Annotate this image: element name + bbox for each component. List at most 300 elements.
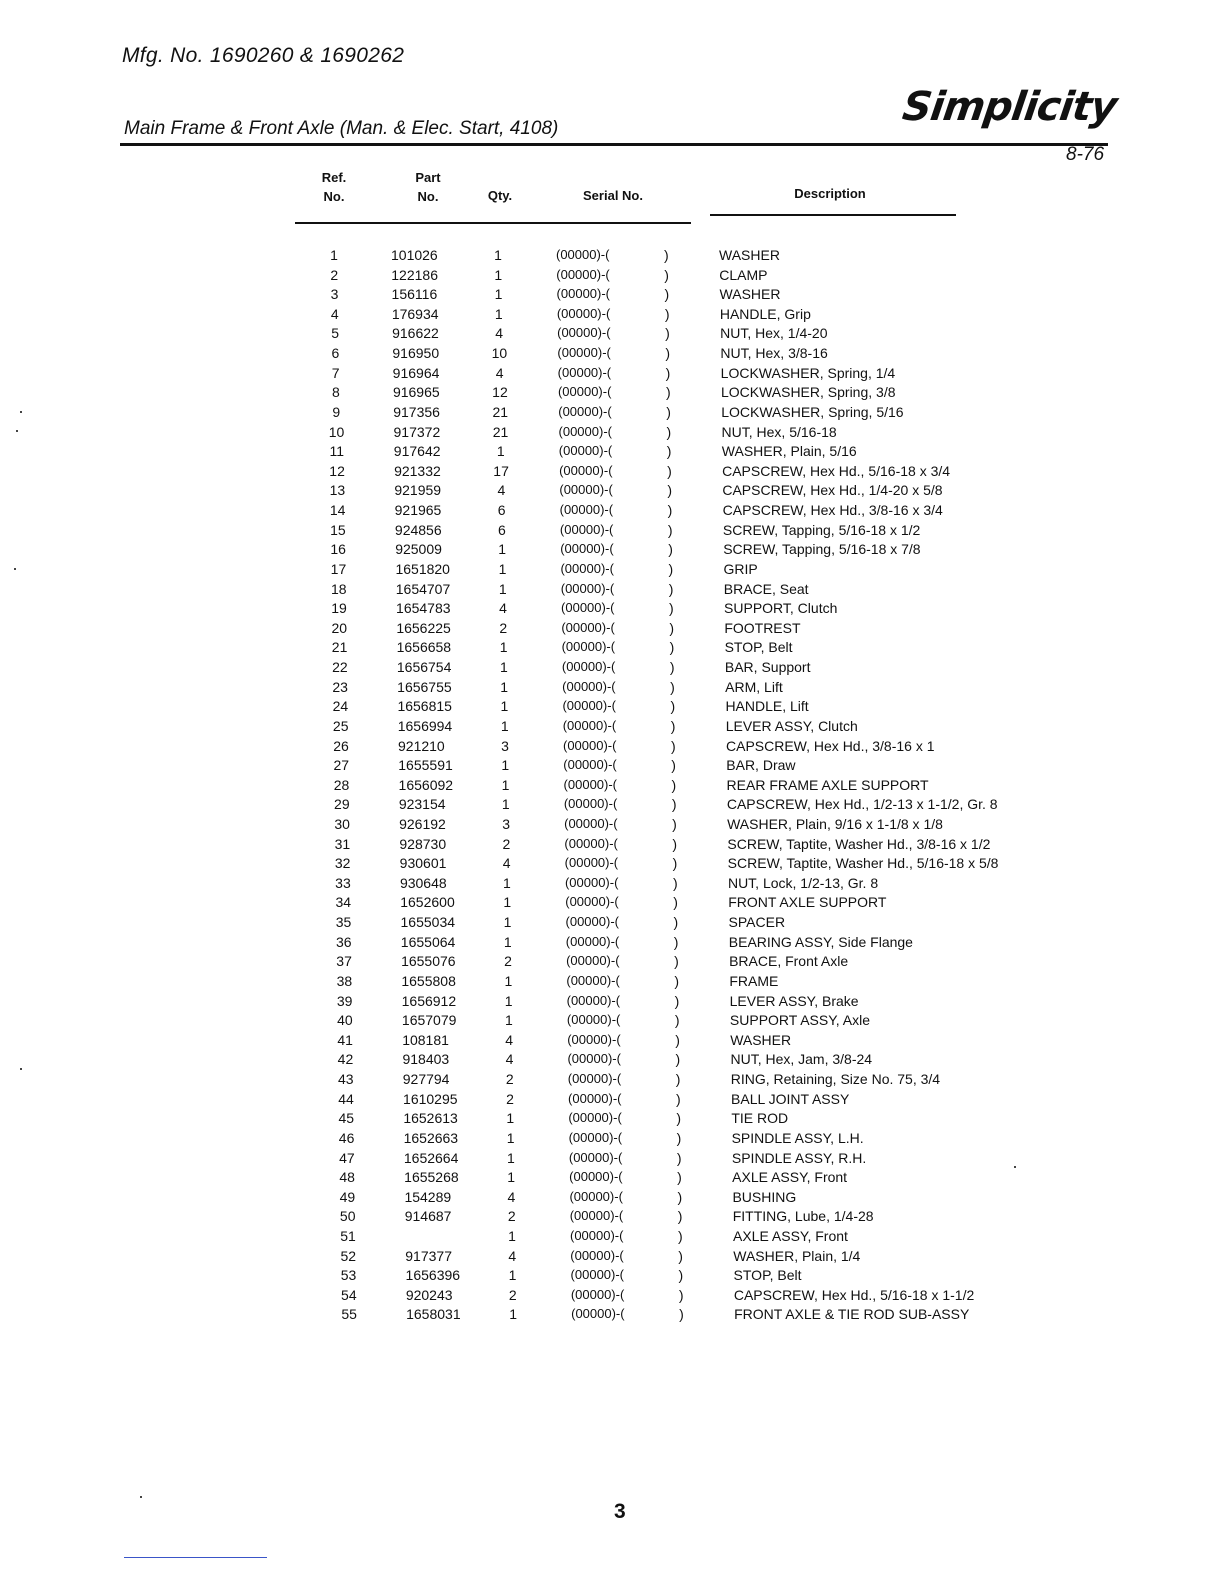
serial-close-cell: ) (674, 972, 680, 989)
ref-cell: 18 (330, 580, 347, 597)
description-cell: FOOTREST (724, 619, 801, 636)
part-number-cell: 176934 (391, 305, 439, 322)
ref-cell: 16 (330, 541, 346, 558)
table-row (0, 363, 1224, 383)
ref-cell: 35 (335, 914, 352, 931)
serial-close-cell: ) (670, 698, 676, 715)
qty-cell: 1 (506, 1110, 515, 1127)
description-cell: LOCKWASHER, Spring, 1/4 (720, 364, 896, 381)
description-cell: FITTING, Lube, 1/4-28 (732, 1208, 874, 1225)
part-number-cell: 101026 (391, 247, 438, 263)
part-number-cell: 921210 (398, 737, 445, 754)
ref-cell: 50 (339, 1208, 356, 1225)
serial-close-cell: ) (675, 1051, 681, 1068)
table-row (0, 402, 1224, 422)
qty-cell: 1 (496, 443, 505, 460)
serial-close-cell: ) (674, 953, 679, 970)
description-cell: ARM, Lift (725, 678, 783, 695)
table-row (0, 892, 1224, 912)
serial-cell: (00000)-( (557, 364, 612, 380)
serial-close-cell: ) (675, 1071, 681, 1088)
qty-cell: 1 (494, 247, 502, 263)
description-cell: CAPSCREW, Hex Hd., 3/8-16 x 1 (726, 737, 935, 754)
description-cell: CAPSCREW, Hex Hd., 3/8-16 x 3/4 (722, 502, 943, 519)
table-row (0, 480, 1224, 500)
table-row (0, 598, 1224, 618)
description-cell: FRONT AXLE SUPPORT (728, 894, 887, 911)
page-number: 3 (614, 1500, 626, 1523)
description-rule (710, 214, 956, 216)
description-cell: AXLE ASSY, Front (733, 1228, 848, 1244)
qty-cell: 4 (502, 855, 511, 872)
description-cell: SPINDLE ASSY, L.H. (731, 1129, 864, 1146)
table-row (0, 382, 1224, 402)
table-row (0, 912, 1224, 932)
description-cell: REAR FRAME AXLE SUPPORT (726, 776, 929, 793)
serial-close-cell: ) (679, 1306, 684, 1323)
description-cell: FRONT AXLE & TIE ROD SUB-ASSY (734, 1306, 970, 1323)
ref-cell: 51 (340, 1228, 356, 1244)
serial-cell: (00000)-( (566, 972, 620, 988)
revision-date: 8-76 (1066, 144, 1105, 165)
serial-close-cell: ) (673, 894, 678, 911)
serial-close-cell: ) (668, 541, 673, 558)
serial-cell: (00000)-( (560, 560, 614, 576)
description-cell: LOCKWASHER, Spring, 3/8 (720, 384, 896, 401)
serial-cell: (00000)-( (565, 914, 619, 930)
serial-cell: (00000)-( (566, 953, 620, 969)
ref-cell: 2 (330, 266, 339, 283)
serial-cell: (00000)-( (571, 1306, 625, 1322)
part-number-cell: 1652663 (403, 1129, 459, 1146)
serial-cell: (00000)-( (570, 1267, 625, 1283)
description-cell: CAPSCREW, Hex Hd., 1/2-13 x 1-1/2, Gr. 8 (726, 796, 998, 813)
table-row (0, 991, 1224, 1011)
part-number-cell: 917372 (393, 423, 441, 440)
part-number-cell: 1652613 (403, 1110, 458, 1127)
serial-close-cell: ) (670, 717, 676, 734)
ref-cell: 46 (338, 1129, 355, 1146)
part-number-cell: 1655808 (401, 972, 456, 989)
table-row (0, 736, 1224, 756)
ref-cell: 27 (333, 757, 350, 774)
qty-cell: 6 (498, 521, 506, 538)
table-row (0, 716, 1224, 736)
qty-cell: 1 (509, 1306, 517, 1323)
table-row (0, 579, 1224, 599)
table-row (0, 245, 1224, 265)
ref-cell: 39 (336, 992, 353, 1009)
part-number-cell: 917642 (393, 443, 441, 460)
description-cell: BUSHING (732, 1188, 797, 1205)
table-row (0, 1148, 1224, 1168)
serial-cell: (00000)-( (569, 1208, 624, 1224)
table-row (0, 520, 1224, 540)
table-row (0, 343, 1224, 363)
description-cell: STOP, Belt (724, 639, 793, 656)
serial-close-cell: ) (664, 286, 670, 303)
serial-close-cell: ) (678, 1247, 683, 1264)
part-number-cell: 1656912 (401, 992, 457, 1009)
ref-cell: 3 (330, 286, 339, 303)
ref-cell: 47 (339, 1149, 355, 1166)
serial-cell: (00000)-( (561, 600, 615, 616)
scan-speck (20, 411, 22, 413)
ref-cell: 54 (341, 1286, 357, 1303)
serial-cell: (00000)-( (566, 992, 621, 1008)
part-number-cell: 1657079 (401, 1012, 457, 1029)
table-row (0, 461, 1224, 481)
serial-close-cell: ) (676, 1129, 682, 1146)
table-row (0, 696, 1224, 716)
serial-cell: (00000)-( (570, 1228, 624, 1243)
ref-cell: 41 (337, 1031, 353, 1048)
scan-speck (1014, 1166, 1016, 1168)
serial-cell: (00000)-( (557, 384, 612, 400)
table-row (0, 834, 1224, 854)
qty-cell: 1 (499, 639, 508, 656)
table-row (0, 422, 1224, 442)
part-number-cell: 1655034 (400, 914, 456, 931)
qty-cell: 6 (497, 502, 506, 519)
serial-cell: (00000)-( (562, 698, 616, 714)
ref-cell: 5 (331, 325, 339, 342)
ref-cell: 29 (334, 796, 350, 813)
qty-cell: 4 (495, 364, 504, 381)
part-number-cell: 914687 (404, 1208, 452, 1225)
serial-close-cell: ) (671, 776, 677, 793)
table-row (0, 1265, 1224, 1285)
qty-cell: 1 (501, 757, 510, 774)
qty-cell: 1 (500, 678, 509, 695)
table-row (0, 814, 1224, 834)
serial-cell: (00000)-( (567, 1071, 622, 1087)
qty-cell: 1 (503, 933, 512, 950)
table-row (0, 657, 1224, 677)
description-cell: WASHER, Plain, 1/4 (733, 1247, 861, 1264)
qty-cell: 2 (507, 1208, 516, 1225)
part-number-cell: 1610295 (403, 1090, 458, 1107)
description-cell: BAR, Support (724, 659, 811, 676)
description-cell: SPACER (728, 914, 786, 931)
table-row (0, 1089, 1224, 1109)
serial-cell: (00000)-( (556, 286, 611, 302)
serial-cell: (00000)-( (559, 521, 614, 537)
serial-cell: (00000)-( (568, 1090, 622, 1106)
description-cell: STOP, Belt (733, 1267, 802, 1284)
part-number-cell: 930601 (399, 855, 447, 872)
part-number-cell: 1655076 (401, 953, 456, 970)
serial-close-cell: ) (665, 345, 671, 362)
qty-cell: 1 (494, 286, 503, 303)
table-row (0, 323, 1224, 343)
part-number-cell: 917356 (393, 403, 440, 420)
ref-cell: 17 (330, 560, 347, 577)
serial-close-cell: ) (672, 815, 677, 832)
table-row (0, 1187, 1224, 1207)
serial-close-cell: ) (669, 659, 675, 676)
qty-cell: 1 (499, 659, 508, 676)
serial-close-cell: ) (677, 1208, 683, 1225)
serial-cell: (00000)-( (568, 1129, 623, 1145)
serial-cell: (00000)-( (558, 403, 612, 419)
qty-cell: 1 (500, 698, 509, 715)
description-cell: CAPSCREW, Hex Hd., 1/4-20 x 5/8 (722, 482, 943, 499)
table-rule (295, 222, 691, 224)
table-row (0, 1246, 1224, 1266)
ref-cell: 30 (334, 815, 350, 832)
part-number-cell: 1655591 (398, 757, 453, 774)
qty-cell: 1 (508, 1267, 517, 1284)
serial-cell: (00000)-( (570, 1247, 624, 1263)
ref-cell: 28 (333, 776, 350, 793)
column-header-part: Part No. (415, 170, 441, 204)
qty-cell: 1 (503, 874, 511, 891)
description-cell: WASHER (730, 1031, 792, 1048)
ref-cell: 4 (330, 305, 339, 322)
serial-close-cell: ) (667, 521, 673, 538)
part-number-cell: 1656815 (397, 698, 452, 715)
serial-cell: (00000)-( (561, 619, 615, 635)
ref-cell: 24 (332, 698, 349, 715)
serial-cell: (00000)-( (561, 659, 616, 675)
description-cell: SCREW, Taptite, Washer Hd., 3/8-16 x 1/2 (727, 835, 991, 852)
part-number-cell: 154289 (404, 1188, 452, 1205)
serial-cell: (00000)-( (556, 247, 610, 262)
serial-cell: (00000)-( (568, 1110, 622, 1126)
ref-cell: 49 (339, 1188, 356, 1205)
qty-cell: 2 (499, 619, 508, 636)
description-cell: SPINDLE ASSY, R.H. (731, 1149, 867, 1166)
serial-cell: (00000)-( (559, 502, 614, 518)
serial-cell: (00000)-( (558, 423, 612, 439)
serial-close-cell: ) (668, 560, 674, 577)
ref-cell: 19 (331, 600, 347, 617)
description-cell: CAPSCREW, Hex Hd., 5/16-18 x 1-1/2 (733, 1286, 975, 1303)
serial-cell: (00000)-( (568, 1149, 623, 1165)
description-cell: SCREW, Tapping, 5/16-18 x 7/8 (723, 541, 921, 558)
description-cell: LOCKWASHER, Spring, 5/16 (721, 403, 904, 420)
part-number-cell: 917377 (405, 1247, 452, 1264)
part-number-cell: 1655268 (404, 1169, 459, 1186)
scan-speck (20, 1068, 22, 1070)
ref-cell: 14 (329, 502, 346, 519)
serial-close-cell: ) (664, 305, 670, 322)
serial-close-cell: ) (666, 443, 672, 460)
serial-cell: (00000)-( (560, 580, 615, 596)
serial-cell: (00000)-( (567, 1031, 621, 1047)
serial-cell: (00000)-( (570, 1286, 625, 1302)
serial-cell: (00000)-( (556, 305, 611, 321)
description-cell: CLAMP (719, 266, 768, 283)
part-number-cell: 921965 (394, 502, 442, 519)
table-row (0, 618, 1224, 638)
serial-cell: (00000)-( (559, 462, 613, 478)
ref-cell: 33 (335, 874, 351, 891)
serial-cell: (00000)-( (558, 443, 613, 459)
serial-cell: (00000)-( (564, 815, 618, 831)
qty-cell: 2 (505, 1071, 514, 1088)
serial-cell: (00000)-( (557, 345, 611, 361)
table-row (0, 1010, 1224, 1030)
table-row (0, 1226, 1224, 1246)
serial-close-cell: ) (676, 1110, 681, 1127)
scan-speck (14, 568, 16, 570)
serial-close-cell: ) (672, 874, 678, 891)
qty-cell: 4 (497, 482, 506, 499)
part-number-cell: 926192 (399, 815, 446, 832)
serial-close-cell: ) (675, 1031, 680, 1048)
qty-cell: 1 (503, 914, 512, 931)
serial-close-cell: ) (676, 1149, 682, 1166)
qty-cell: 1 (503, 894, 512, 911)
ref-cell: 7 (331, 364, 340, 381)
qty-cell: 4 (495, 325, 503, 342)
ref-cell: 22 (332, 659, 348, 676)
mfg-number: Mfg. No. 1690260 & 1690262 (122, 44, 405, 67)
description-cell: HANDLE, Grip (719, 305, 811, 322)
serial-close-cell: ) (677, 1169, 682, 1186)
ref-cell: 42 (337, 1051, 354, 1068)
serial-close-cell: ) (676, 1090, 681, 1107)
ref-cell: 25 (332, 717, 349, 734)
serial-close-cell: ) (665, 364, 671, 381)
qty-cell: 10 (491, 345, 508, 362)
description-cell: BAR, Draw (726, 757, 796, 774)
table-row (0, 1167, 1224, 1187)
ref-cell: 13 (329, 482, 346, 499)
column-header-serial: Serial No. (583, 188, 643, 203)
brand-logo: Simplicity (899, 84, 1120, 130)
serial-cell: (00000)-( (563, 776, 618, 792)
qty-cell: 1 (507, 1169, 516, 1186)
qty-cell: 12 (492, 384, 508, 401)
description-cell: WASHER (719, 286, 781, 303)
description-cell: HANDLE, Lift (725, 698, 809, 715)
qty-cell: 1 (506, 1149, 515, 1166)
ref-cell: 21 (331, 639, 348, 656)
part-number-cell: 1654707 (395, 580, 451, 597)
part-number-cell: 1656396 (405, 1267, 461, 1284)
table-row (0, 559, 1224, 579)
description-cell: SCREW, Tapping, 5/16-18 x 1/2 (722, 521, 921, 538)
part-number-cell: 1658031 (406, 1306, 461, 1323)
table-row (0, 637, 1224, 657)
qty-cell: 2 (508, 1286, 517, 1303)
description-cell: NUT, Hex, 1/4-20 (720, 325, 828, 342)
header-rule (120, 143, 1108, 146)
qty-cell: 2 (502, 835, 511, 852)
column-header-ref: Ref. No. (321, 170, 347, 204)
description-cell: BRACE, Seat (723, 580, 809, 597)
serial-close-cell: ) (667, 482, 673, 499)
serial-cell: (00000)-( (563, 737, 617, 753)
ref-cell: 31 (334, 835, 351, 852)
part-number-cell: 1652664 (403, 1149, 459, 1166)
serial-close-cell: ) (672, 835, 678, 852)
serial-close-cell: ) (669, 639, 675, 656)
qty-cell: 1 (506, 1129, 515, 1146)
qty-cell: 4 (507, 1188, 516, 1205)
description-cell: WASHER (719, 247, 780, 263)
part-number-cell: 924856 (394, 521, 442, 538)
table-row (0, 971, 1224, 991)
description-cell: NUT, Lock, 1/2-13, Gr. 8 (727, 874, 879, 891)
qty-cell: 3 (502, 815, 510, 832)
scan-speck (16, 430, 18, 432)
ref-cell: 53 (340, 1267, 357, 1284)
part-number-cell: 1656994 (397, 717, 453, 734)
qty-cell: 2 (506, 1090, 514, 1107)
part-number-cell: 925009 (395, 541, 442, 558)
part-number-cell: 1655064 (400, 933, 456, 950)
table-row (0, 775, 1224, 795)
table-row (0, 1069, 1224, 1089)
part-number-cell: 1656755 (397, 678, 452, 695)
ref-cell: 44 (338, 1090, 354, 1107)
part-number-cell: 916950 (392, 345, 440, 362)
serial-close-cell: ) (665, 325, 670, 342)
serial-close-cell: ) (677, 1188, 683, 1205)
serial-close-cell: ) (673, 933, 679, 950)
footer-rule (124, 1557, 267, 1558)
part-number-cell: 1656225 (396, 619, 451, 636)
serial-cell: (00000)-( (563, 757, 617, 773)
part-number-cell: 923154 (398, 796, 446, 813)
description-cell: BEARING ASSY, Side Flange (728, 933, 913, 950)
table-row (0, 284, 1224, 304)
qty-cell: 2 (504, 953, 512, 970)
description-cell: BALL JOINT ASSY (731, 1090, 850, 1107)
ref-cell: 55 (341, 1306, 357, 1323)
qty-cell: 21 (492, 403, 509, 420)
table-row (0, 951, 1224, 971)
description-cell: WASHER, Plain, 5/16 (721, 443, 857, 460)
ref-cell: 34 (335, 894, 352, 911)
serial-close-cell: ) (670, 678, 675, 695)
part-number-cell: 927794 (402, 1071, 450, 1088)
serial-cell: (00000)-( (556, 266, 610, 282)
serial-cell: (00000)-( (560, 541, 614, 557)
ref-cell: 15 (330, 521, 346, 538)
table-row (0, 932, 1224, 952)
ref-cell: 48 (339, 1169, 355, 1186)
ref-cell: 43 (337, 1071, 354, 1088)
part-number-cell: 156116 (391, 286, 438, 303)
part-number-cell: 916622 (392, 325, 439, 342)
serial-close-cell: ) (667, 502, 673, 519)
ref-cell: 8 (332, 384, 340, 401)
table-row (0, 1108, 1224, 1128)
part-number-cell: 1651820 (395, 560, 450, 577)
serial-cell: (00000)-( (562, 717, 617, 733)
part-number-cell: 1652600 (400, 894, 455, 911)
part-number-cell: 1654783 (396, 600, 451, 617)
qty-cell: 1 (498, 580, 507, 597)
description-cell: NUT, Hex, 5/16-18 (721, 423, 837, 440)
qty-cell: 3 (501, 737, 509, 754)
serial-close-cell: ) (666, 403, 671, 420)
description-cell: RING, Retaining, Size No. 75, 3/4 (730, 1071, 941, 1088)
qty-cell: 1 (498, 560, 507, 577)
ref-cell: 20 (331, 619, 348, 636)
serial-close-cell: ) (665, 384, 671, 401)
part-number-cell: 122186 (391, 266, 438, 283)
serial-close-cell: ) (671, 737, 676, 754)
qty-cell: 1 (508, 1228, 516, 1244)
part-number-cell: 916965 (392, 384, 440, 401)
ref-cell: 32 (334, 855, 351, 872)
